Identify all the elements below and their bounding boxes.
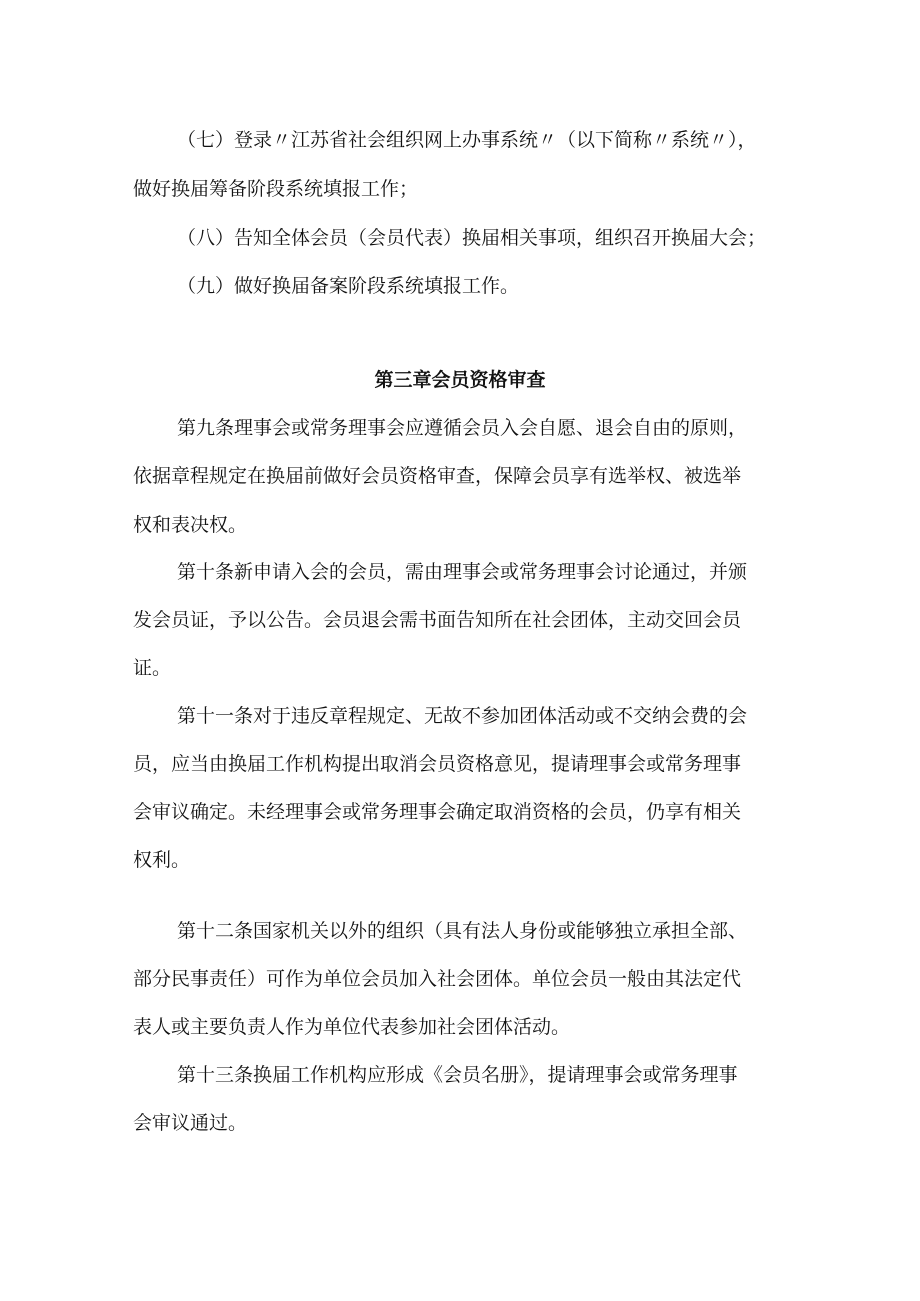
article-line: 会审议通过。 (133, 1112, 248, 1134)
chapter-title: 第三章会员资格审查 (374, 369, 546, 391)
article-line: 表人或主要负责人作为单位代表参加社会团体活动。 (133, 1016, 571, 1038)
article-line: 第十二条国家机关以外的组织（具有法人身份或能够独立承担全部、 (177, 920, 748, 942)
article-line: 第十一条对于违反章程规定、无故不参加团体活动或不交纳会费的会 (177, 705, 748, 727)
list-item-line: （八）告知全体会员（会员代表）换届相关事项，组织召开换届大会； (177, 227, 767, 249)
article-line: 第十条新申请入会的会员，需由理事会或常务理事会讨论通过，并颁 (177, 561, 748, 583)
article-line: 权利。 (133, 849, 191, 871)
list-item-line: （七）登录〃江苏省社会组织网上办事系统〃（以下简称〃系统〃）， (177, 129, 757, 151)
article-line: 发会员证，予以公告。会员退会需书面告知所在社会团体，主动交回会员 (133, 609, 742, 631)
article-line: 部分民事责任）可作为单位会员加入社会团体。单位会员一般由其法定代 (133, 968, 742, 990)
list-item-line: 做好换届筹备阶段系统填报工作； (133, 178, 419, 200)
article-line: 权和表决权。 (133, 514, 248, 536)
article-line: 员，应当由换届工作机构提出取消会员资格意见，提请理事会或常务理事 (133, 753, 742, 775)
article-line: 证。 (133, 657, 172, 679)
article-line: 会审议确定。未经理事会或常务理事会确定取消资格的会员，仍享有相关 (133, 801, 742, 823)
article-line: 第九条理事会或常务理事会应遵循会员入会自愿、退会自由的原则， (177, 417, 748, 439)
article-line: 依据章程规定在换届前做好会员资格审查，保障会员享有选举权、被选举 (133, 465, 742, 487)
list-item-line: （九）做好换届备案阶段系统填报工作。 (177, 275, 520, 297)
article-line: 第十三条换届工作机构应形成《会员名册》，提请理事会或常务理事 (177, 1064, 738, 1086)
